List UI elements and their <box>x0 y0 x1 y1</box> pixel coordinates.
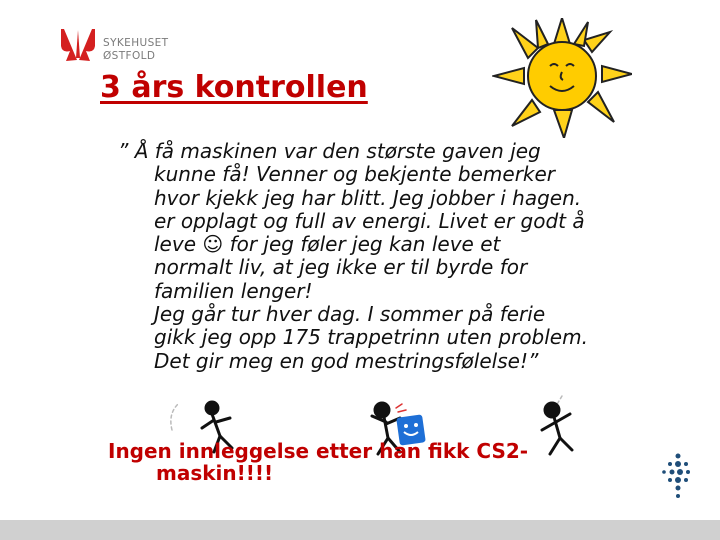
quote-line: hvor kjekk jeg har blitt. Jeg jobber i hagen. <box>154 185 582 210</box>
quote-line: er opplagt og full av energi. Livet er godt å <box>154 208 585 233</box>
hospital-logo <box>60 26 170 72</box>
quote-line: normalt liv, at jeg ikke er til byrde for <box>154 255 528 280</box>
stick-figure-icon <box>542 396 572 454</box>
sun-clipart-icon <box>492 18 632 138</box>
butterfly-logo-icon <box>60 26 96 66</box>
quote-line: kunne få! Venner og bekjente bemerker <box>154 162 556 187</box>
quote-line: familien lenger! <box>154 278 313 303</box>
result-caption <box>108 440 528 484</box>
quote-line: gikk jeg opp 175 trappetrinn uten problem. <box>154 325 588 350</box>
logo-text <box>103 37 169 63</box>
quote-line: Jeg går tur hver dag. I sommer på ferie <box>154 302 546 327</box>
patient-quote <box>118 140 698 373</box>
quote-line: leve ☺ for jeg føler jeg kan leve et <box>154 232 501 257</box>
caption-line-1: Ingen innleggelse etter han fikk CS2- <box>108 439 529 463</box>
quote-line: ” Å få maskinen var den største gaven jeg <box>118 139 541 163</box>
logo-line-2: ØSTFOLD <box>103 50 156 62</box>
caption-line-2: maskin!!!! <box>156 461 274 485</box>
dot-pattern-icon <box>660 452 694 502</box>
slide-title: 3 års kontrollen <box>100 70 368 105</box>
quote-line: Det gir meg en god mestringsfølelse!” <box>154 348 539 373</box>
footer-bar <box>0 520 720 540</box>
logo-line-1: SYKEHUSET <box>103 37 169 49</box>
